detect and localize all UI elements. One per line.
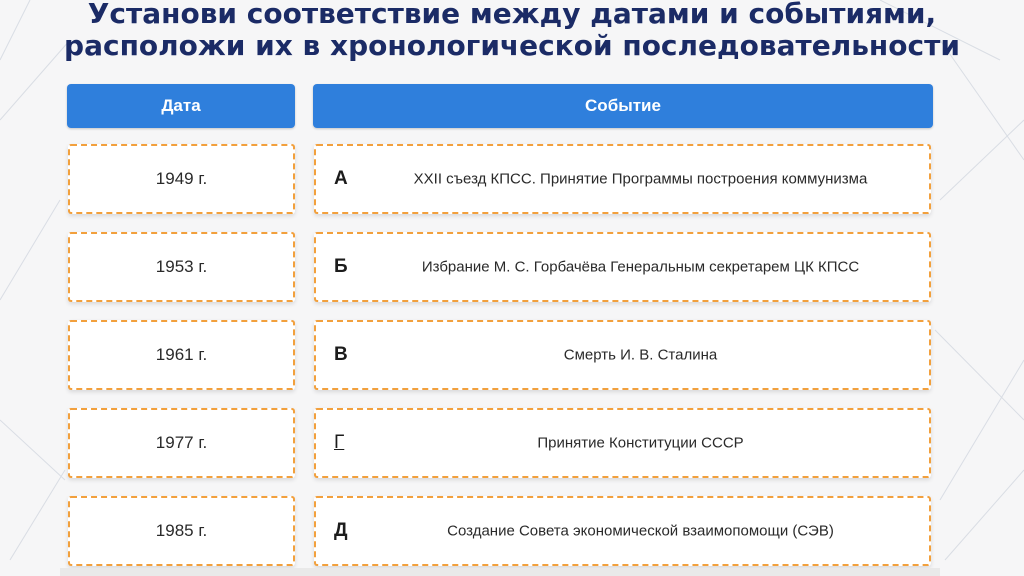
- event-letter: Д: [334, 520, 348, 541]
- event-card[interactable]: [314, 320, 931, 390]
- column-header-event: Событие: [313, 84, 933, 128]
- event-text: XXII съезд КПСС. Принятие Программы построения коммунизма: [413, 170, 868, 188]
- event-text: Создание Совета экономической взаимопомощи (СЭВ): [447, 522, 834, 540]
- event-card[interactable]: [314, 408, 931, 478]
- page-title: Установи соответствие между датами и событиями, расположи их в хронологической последовательности: [64, 0, 960, 62]
- event-card[interactable]: [314, 232, 931, 302]
- date-card[interactable]: 1977 г.: [68, 408, 295, 478]
- event-text: Смерть И. В. Сталина: [563, 346, 718, 364]
- event-card[interactable]: [314, 496, 931, 566]
- date-card[interactable]: 1985 г.: [68, 496, 295, 566]
- event-letter: Г: [334, 432, 345, 453]
- date-card[interactable]: 1949 г.: [68, 144, 295, 214]
- event-text: Принятие Конституции СССР: [537, 434, 744, 452]
- date-card[interactable]: 1961 г.: [68, 320, 295, 390]
- event-card[interactable]: [314, 144, 931, 214]
- event-letter: В: [334, 344, 348, 365]
- date-card[interactable]: 1953 г.: [68, 232, 295, 302]
- event-letter: Б: [334, 256, 348, 277]
- event-text: Избрание М. С. Горбачёва Генеральным секретарем ЦК КПСС: [421, 258, 860, 276]
- column-header-date: Дата: [67, 84, 295, 128]
- bottom-divider: [60, 568, 940, 576]
- event-letter: А: [334, 168, 348, 189]
